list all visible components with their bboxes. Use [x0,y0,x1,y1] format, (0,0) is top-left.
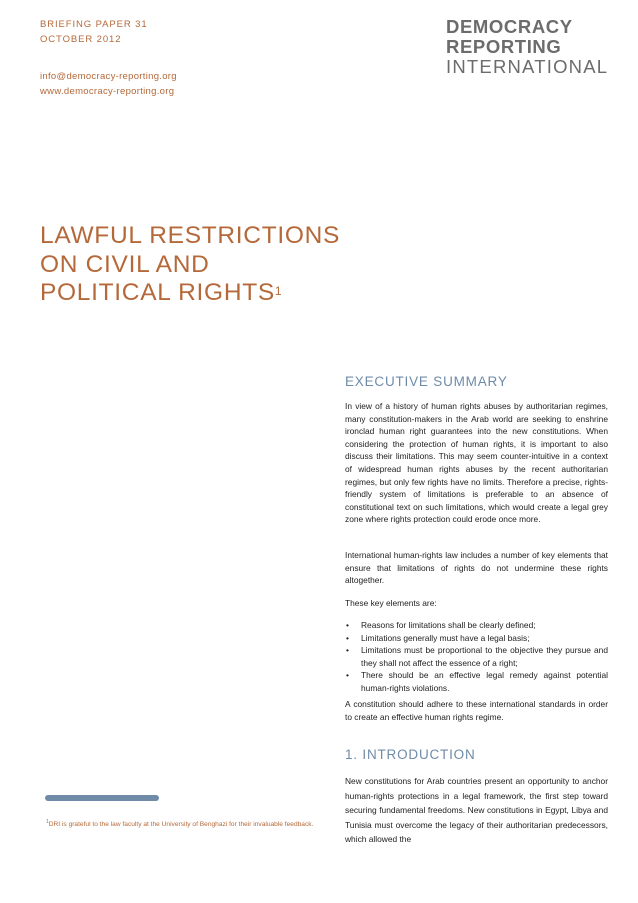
logo-line-2: REPORTING [446,36,562,57]
contact-email[interactable]: info@democracy-reporting.org [40,71,177,82]
title-line-2: ON CIVIL AND [40,250,210,278]
paper-date: OCTOBER 2012 [40,34,122,45]
list-item: • Limitations generally must have a legal basis; [345,632,608,645]
footnote-separator [45,795,159,801]
logo-line-1: DEMOCRACY [446,16,573,37]
contact-info [40,69,177,99]
title-line-1: LAWFUL RESTRICTIONS [40,222,341,249]
footnote [46,818,316,830]
summary-paragraph-2: International human-rights law includes a number of key elements that ensure that limitations of rights do not undermine these rights altogether. [345,550,608,586]
introduction-heading: 1. INTRODUCTION [345,747,476,762]
title-line-3: POLITICAL RIGHTS [40,279,275,306]
summary-paragraph-4: A constitution should adhere to these international standards in order to create an effective human rights regime. [345,699,608,722]
title-footnote-marker: 1 [274,284,282,298]
title-line-3-wrap [40,279,340,308]
executive-summary-heading: EXECUTIVE SUMMARY [345,374,508,389]
summary-paragraph-3: These key elements are: [345,598,437,608]
dri-logo [446,17,608,77]
footnote-text: DRI is grateful to the law faculty at the University of Benghazi for their invaluable feedback. [48,821,314,829]
logo-line-3: INTERNATIONAL [446,56,609,77]
footnote-marker: 1 [46,819,49,825]
list-item: • Reasons for limitations shall be clearly defined; [345,619,608,632]
key-elements-list [345,619,608,695]
paper-meta [40,17,148,47]
contact-website[interactable]: www.democracy-reporting.org [40,86,175,97]
introduction-paragraph-1: New constitutions for Arab countries present an opportunity to anchor human-rights protections in a legal framework, the first step toward securing fundamental freedoms. New constitutions in Egypt, Libya and Tunisia must overcome the legacy of their authoritarian predecessors, which allowed the [345,776,608,845]
summary-paragraph-1: In view of a history of human rights abuses by authoritarian regimes, many constitution-makers in the Arab world are seeking to enshrine ironclad human right guarantees into the new constitutions. When considering the protection of human rights, it is important to also discuss their limitations. This may seem counter-intuitive in a context of widespread human rights abuses by the recent authoritarian regimes, but only few rights have no limits. Therefore a precise, rights-friendly system of limitations is preferable to an absence of constitutional text on such limitations, which would create a legal grey zone where rights protection could erode once more. [345,401,608,525]
paper-label: BRIEFING PAPER 31 [40,19,148,30]
list-item: • There should be an effective legal remedy against potential human-rights violations. [345,669,608,694]
document-title [40,222,340,308]
list-item: • Limitations must be proportional to the objective they pursue and they shall not affect the essence of a right; [345,644,608,669]
